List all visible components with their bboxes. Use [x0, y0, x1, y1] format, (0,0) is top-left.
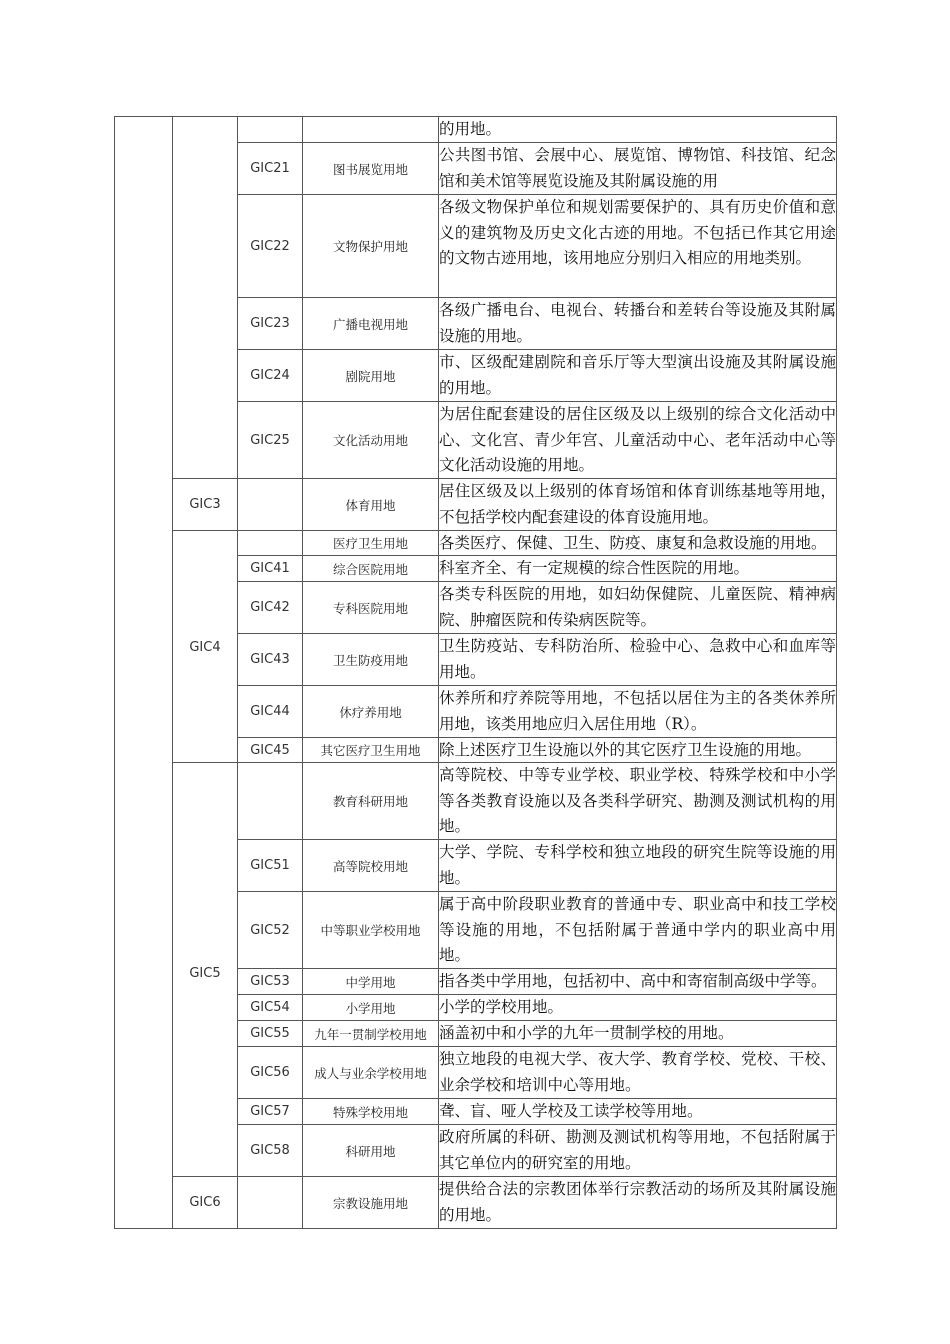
level-4-code — [238, 117, 303, 143]
level-2-category-cell — [173, 117, 238, 479]
land-use-name: 文物保护用地 — [303, 195, 439, 298]
land-use-description — [439, 479, 837, 531]
land-use-name: 休疗养用地 — [303, 686, 439, 738]
description-text: 卫生防疫站、专科防治所、检验中心、急救中心和血库等用地。 — [439, 637, 836, 681]
level-3-code: GIC4 — [173, 531, 238, 763]
land-use-description — [439, 686, 837, 738]
level-3-code: GIC6 — [173, 1177, 238, 1229]
land-use-name: 宗教设施用地 — [303, 1177, 439, 1229]
description-text: 为居住配套建设的居住区级及以上级别的综合文化活动中心、文化宫、青少年宫、儿童活动中心、老年活动中心等文化活动设施的用地。 — [439, 405, 836, 474]
level-4-code: GIC58 — [238, 1125, 303, 1177]
land-use-description — [439, 738, 837, 763]
description-text: 各级广播电台、电视台、转播台和差转台等设施及其附属设施的用地。 — [439, 301, 836, 345]
land-use-description — [439, 402, 837, 479]
land-use-description — [439, 1125, 837, 1177]
land-use-description — [439, 350, 837, 402]
level-4-code: GIC42 — [238, 582, 303, 634]
land-use-description — [439, 117, 837, 143]
land-use-name: 九年一贯制学校用地 — [303, 1021, 439, 1047]
level-4-code: GIC55 — [238, 1021, 303, 1047]
land-use-name: 图书展览用地 — [303, 143, 439, 195]
land-use-name: 成人与业余学校用地 — [303, 1047, 439, 1099]
level-4-code — [238, 1177, 303, 1229]
table-row — [115, 479, 837, 531]
level-4-code: GIC51 — [238, 840, 303, 892]
land-use-description — [439, 892, 837, 969]
land-use-classification-table — [114, 116, 837, 1229]
land-use-description — [439, 582, 837, 634]
land-use-name: 中学用地 — [303, 969, 439, 995]
level-4-code: GIC53 — [238, 969, 303, 995]
land-use-description — [439, 763, 837, 840]
description-text: 居住区级及以上级别的体育场馆和体育训练基地等用地，不包括学校内配套建设的体育设施用地。 — [439, 482, 836, 526]
description-text: 各类专科医院的用地，如妇幼保健院、儿童医院、精神病院、肿瘤医院和传染病医院等。 — [439, 585, 836, 629]
level-4-code: GIC24 — [238, 350, 303, 402]
land-use-name: 中等职业学校用地 — [303, 892, 439, 969]
table-row — [115, 117, 837, 143]
level-4-code: GIC22 — [238, 195, 303, 298]
table-row — [115, 531, 837, 556]
land-use-description — [439, 143, 837, 195]
land-use-name: 教育科研用地 — [303, 763, 439, 840]
level-3-code: GIC3 — [173, 479, 238, 531]
level-4-code: GIC52 — [238, 892, 303, 969]
land-use-description — [439, 1099, 837, 1125]
land-use-description — [439, 556, 837, 582]
level-4-code: GIC56 — [238, 1047, 303, 1099]
level-4-code: GIC23 — [238, 298, 303, 350]
description-text: 独立地段的电视大学、夜大学、教育学校、党校、干校、业余学校和培训中心等用地。 — [439, 1050, 836, 1094]
level-4-code: GIC43 — [238, 634, 303, 686]
land-use-name: 综合医院用地 — [303, 556, 439, 582]
land-use-name: 其它医疗卫生用地 — [303, 738, 439, 763]
description-text: 涵盖初中和小学的九年一贯制学校的用地。 — [439, 1024, 734, 1042]
level-4-code: GIC54 — [238, 995, 303, 1021]
level-4-code — [238, 531, 303, 556]
level-4-code: GIC45 — [238, 738, 303, 763]
land-use-description — [439, 840, 837, 892]
level-1-category-cell — [115, 117, 173, 1229]
level-4-code: GIC57 — [238, 1099, 303, 1125]
level-4-code — [238, 479, 303, 531]
land-use-description — [439, 969, 837, 995]
level-4-code: GIC25 — [238, 402, 303, 479]
land-use-name: 体育用地 — [303, 479, 439, 531]
land-use-description — [439, 1047, 837, 1099]
description-text: 政府所属的科研、勘测及测试机构等用地，不包括附属于其它单位内的研究室的用地。 — [439, 1128, 836, 1172]
land-use-description — [439, 1177, 837, 1229]
land-use-name: 特殊学校用地 — [303, 1099, 439, 1125]
description-text: 市、区级配建剧院和音乐厅等大型演出设施及其附属设施的用地。 — [439, 353, 836, 397]
land-use-description — [439, 1021, 837, 1047]
description-text: 公共图书馆、会展中心、展览馆、博物馆、科技馆、纪念馆和美术馆等展览设施及其附属设施的用 — [439, 146, 836, 190]
land-use-name: 专科医院用地 — [303, 582, 439, 634]
description-text: 各类医疗、保健、卫生、防疫、康复和急救设施的用地。 — [439, 534, 827, 552]
table-row — [115, 763, 837, 840]
description-text: 提供给合法的宗教团体举行宗教活动的场所及其附属设施的用地。 — [439, 1180, 836, 1224]
land-use-name: 小学用地 — [303, 995, 439, 1021]
description-text: 指各类中学用地，包括初中、高中和寄宿制高级中学等。 — [439, 972, 827, 990]
description-text: 小学的学校用地。 — [439, 998, 564, 1016]
level-3-code: GIC5 — [173, 763, 238, 1177]
description-text: 休养所和疗养院等用地，不包括以居住为主的各类休养所用地，该类用地应归入居住用地（R）。 — [439, 689, 836, 733]
land-use-name: 广播电视用地 — [303, 298, 439, 350]
level-4-code — [238, 763, 303, 840]
description-text: 属于高中阶段职业教育的普通中专、职业高中和技工学校等设施的用地，不包括附属于普通中学内的职业高中用地。 — [439, 895, 836, 964]
land-use-description — [439, 531, 837, 556]
land-use-description — [439, 298, 837, 350]
description-text: 聋、盲、哑人学校及工读学校等用地。 — [439, 1102, 703, 1120]
level-4-code: GIC21 — [238, 143, 303, 195]
land-use-name: 高等院校用地 — [303, 840, 439, 892]
description-text: 各级文物保护单位和规划需要保护的、具有历史价值和意义的建筑物及历史文化古迹的用地。不包括已作其它用途的文物古迹用地，该用地应分别归入相应的用地类别。 — [439, 198, 836, 267]
description-text: 高等院校、中等专业学校、职业学校、特殊学校和中小学等各类教育设施以及各类科学研究、勘测及测试机构的用地。 — [439, 766, 836, 835]
land-use-description — [439, 995, 837, 1021]
land-use-name — [303, 117, 439, 143]
land-use-description — [439, 634, 837, 686]
land-use-name: 卫生防疫用地 — [303, 634, 439, 686]
description-text: 除上述医疗卫生设施以外的其它医疗卫生设施的用地。 — [439, 741, 812, 759]
land-use-name: 剧院用地 — [303, 350, 439, 402]
level-4-code: GIC44 — [238, 686, 303, 738]
land-use-name: 文化活动用地 — [303, 402, 439, 479]
description-text: 科室齐全、有一定规模的综合性医院的用地。 — [439, 559, 750, 577]
land-use-name: 科研用地 — [303, 1125, 439, 1177]
description-text: 的用地。 — [439, 120, 502, 138]
description-text: 大学、学院、专科学校和独立地段的研究生院等设施的用地。 — [439, 843, 836, 887]
table-row — [115, 1177, 837, 1229]
level-4-code: GIC41 — [238, 556, 303, 582]
land-use-name: 医疗卫生用地 — [303, 531, 439, 556]
land-use-description — [439, 195, 837, 298]
